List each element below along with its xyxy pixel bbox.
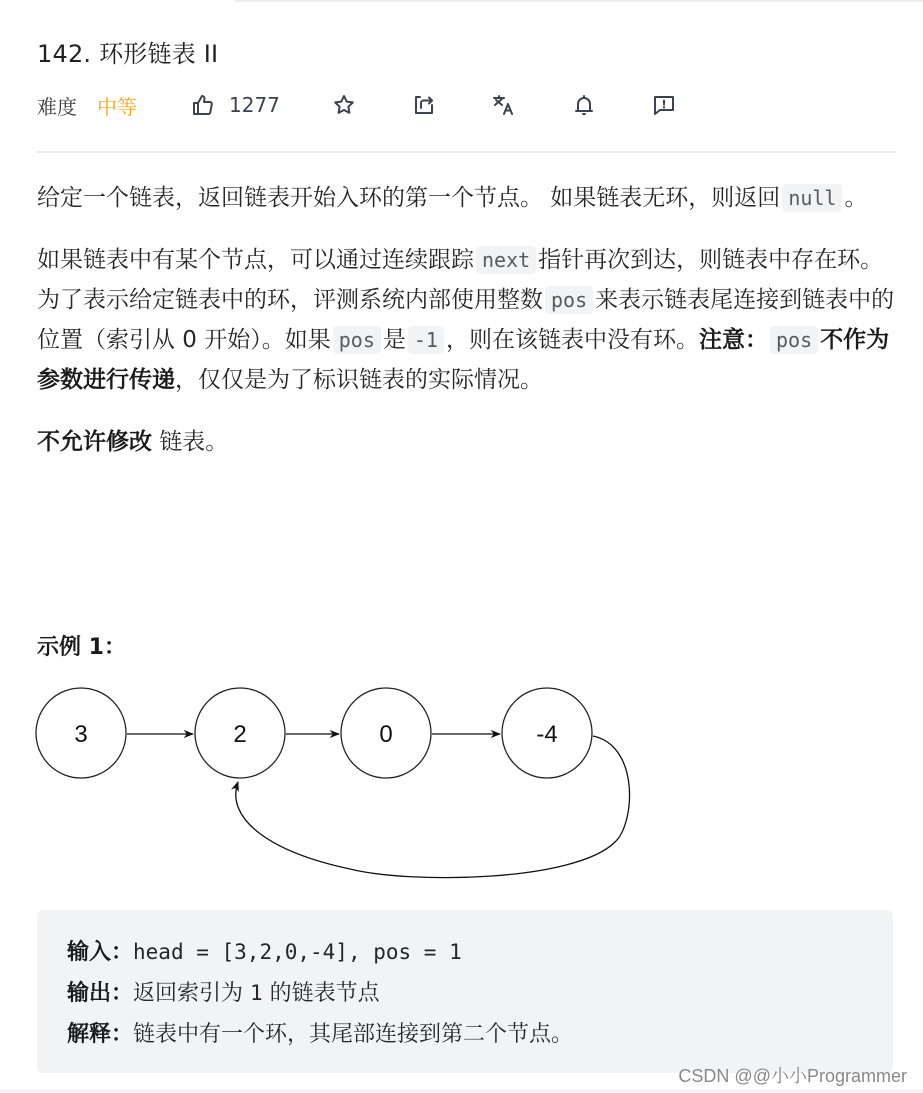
translate-icon[interactable] xyxy=(490,91,518,119)
text: 。 xyxy=(844,185,868,211)
top-divider xyxy=(235,0,923,2)
bold-text: 不允许修改 xyxy=(37,429,152,455)
example-title: 示例 1： xyxy=(37,635,126,660)
feedback-icon[interactable] xyxy=(650,91,678,119)
problem-meta-bar xyxy=(37,88,897,122)
input-value: head = [3,2,0,-4], pos = 1 xyxy=(133,940,462,964)
explain-label: 解释： xyxy=(67,1022,134,1047)
node-value: -4 xyxy=(536,721,558,748)
like-button[interactable] xyxy=(189,91,280,119)
explain-value: 链表中有一个环，其尾部连接到第二个节点。 xyxy=(133,1022,574,1047)
bold-text: 不作为参数进行传递 xyxy=(37,327,890,393)
node-value: 0 xyxy=(379,721,393,748)
text: ，则在该链表中没有环。 xyxy=(445,327,699,353)
description-paragraph-2 xyxy=(37,240,897,400)
output-text: 返回索引为 xyxy=(133,981,251,1006)
node-value: 3 xyxy=(74,721,88,748)
header-divider xyxy=(37,151,895,153)
text: 指针再次到达，则链表中存在环。 为了表示给定链表中的环，评测系统内部使用整数 xyxy=(37,247,884,313)
problem-number: 142. xyxy=(37,40,92,68)
example-explanation xyxy=(67,1014,863,1055)
description-paragraph-1 xyxy=(37,178,897,218)
text: 来表示链表尾连接到链表中的位置（索引从 0 开始）。如果 xyxy=(37,287,895,353)
input-label: 输入： xyxy=(67,940,134,965)
inline-code: next xyxy=(476,246,536,274)
inline-code: -1 xyxy=(408,326,444,354)
bottom-divider xyxy=(0,1089,923,1093)
share-icon[interactable] xyxy=(410,91,438,119)
text: 如果链表中有某个节点，可以通过连续跟踪 xyxy=(37,247,474,273)
star-icon[interactable] xyxy=(330,91,358,119)
text: 给定一个链表，返回链表开始入环的第一个节点。 如果链表无环，则返回 xyxy=(37,185,781,211)
bold-text: 注意： xyxy=(698,327,768,353)
output-text: 的链表节点 xyxy=(262,981,380,1006)
linked-list-diagram xyxy=(30,684,650,888)
example-code-block xyxy=(37,910,893,1073)
text: ，仅仅是为了标识链表的实际情况。 xyxy=(175,367,543,393)
inline-code: pos xyxy=(545,286,593,314)
description-paragraph-3 xyxy=(37,422,897,462)
like-count: 1277 xyxy=(229,93,280,117)
inline-code: pos xyxy=(333,326,381,354)
watermark: CSDN @@小小Programmer xyxy=(678,1066,907,1086)
problem-title xyxy=(37,34,218,69)
text: 链表。 xyxy=(152,429,229,455)
bell-icon[interactable] xyxy=(570,91,598,119)
difficulty-label: 难度 xyxy=(37,94,77,119)
example-input xyxy=(67,932,863,973)
output-code: 1 xyxy=(250,981,263,1005)
inline-code: null xyxy=(782,184,842,212)
difficulty-badge: 中等 xyxy=(97,94,137,119)
example-output xyxy=(67,973,863,1014)
thumbs-up-icon[interactable] xyxy=(189,91,217,119)
inline-code: pos xyxy=(770,326,818,354)
problem-name: 环形链表 II xyxy=(99,40,219,68)
output-label: 输出： xyxy=(67,981,134,1006)
problem-description xyxy=(37,178,897,462)
text: 是 xyxy=(382,327,406,353)
node-value: 2 xyxy=(233,721,247,748)
